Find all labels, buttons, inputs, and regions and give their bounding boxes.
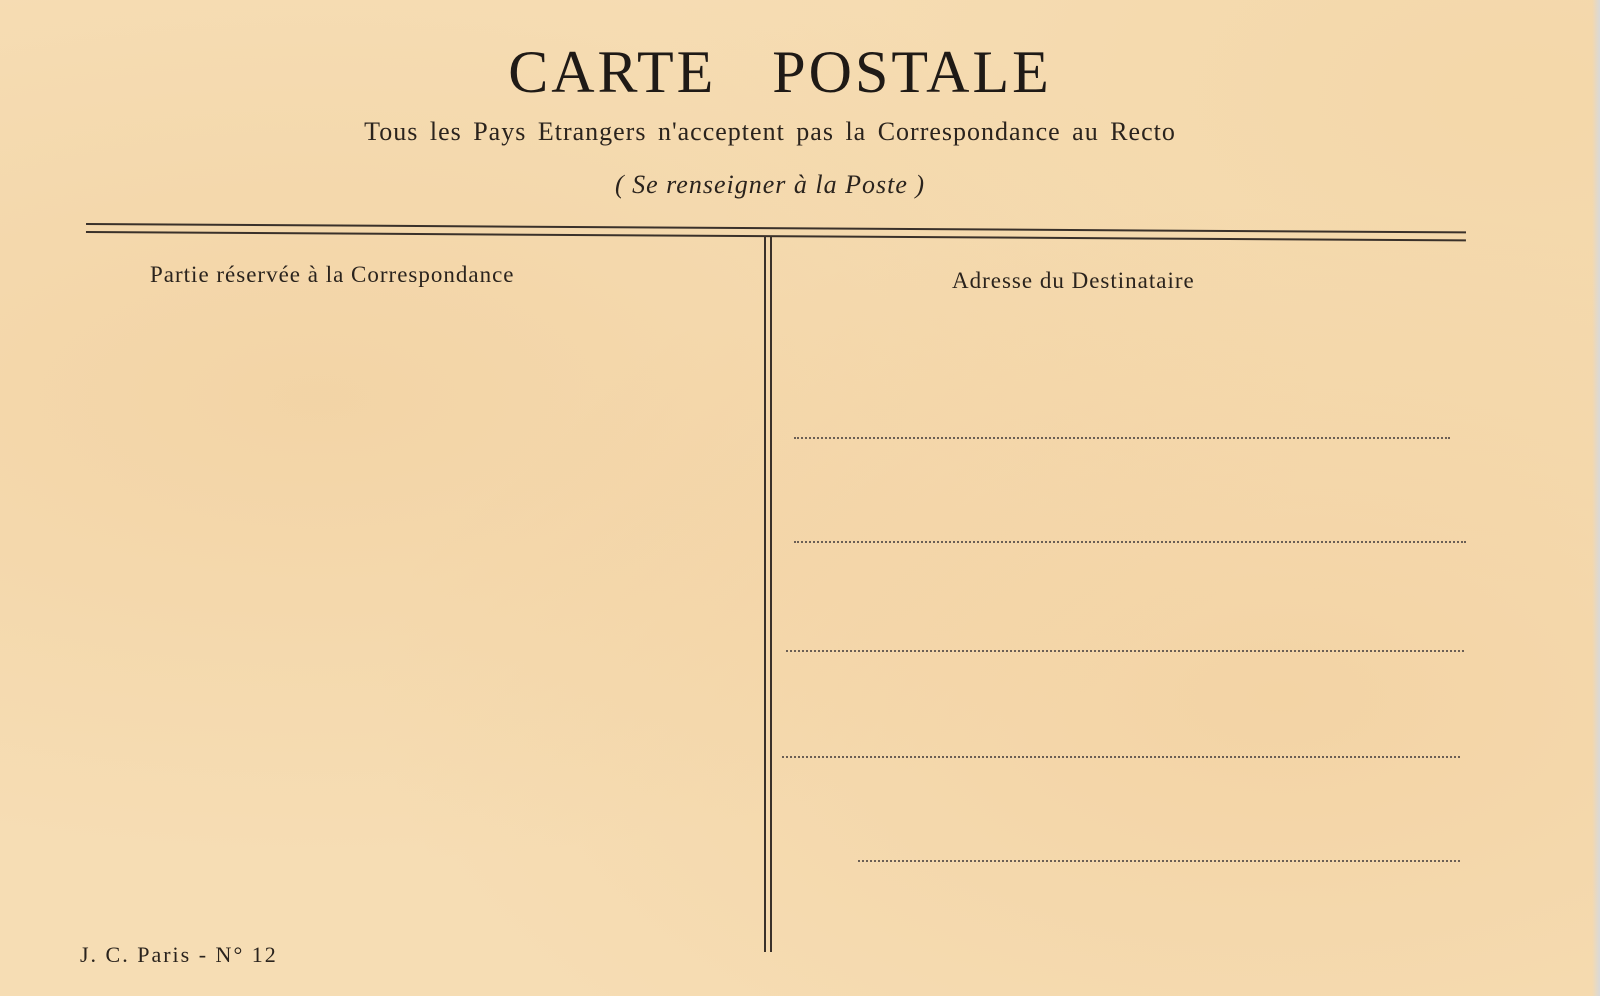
address-line-4[interactable] <box>782 756 1460 758</box>
post-office-note: ( Se renseigner à la Poste ) <box>614 170 926 199</box>
card-title: CARTE POSTALE <box>508 39 1052 105</box>
publisher-mark: J. C. Paris - N° 12 <box>80 942 278 967</box>
correspondence-section-label: Partie réservée à la Correspondance <box>150 262 515 287</box>
address-line-5[interactable] <box>858 860 1460 862</box>
horizontal-double-rule <box>86 223 1466 241</box>
address-line-2[interactable] <box>794 541 1466 543</box>
address-line-3[interactable] <box>786 650 1464 652</box>
foreign-countries-notice: Tous les Pays Etrangers n'acceptent pas la Correspondance au Recto <box>364 117 1176 146</box>
vertical-divider <box>764 236 772 952</box>
address-line-1[interactable] <box>794 437 1450 439</box>
address-section-label: Adresse du Destinataire <box>952 268 1195 293</box>
card-edge <box>1592 0 1600 996</box>
